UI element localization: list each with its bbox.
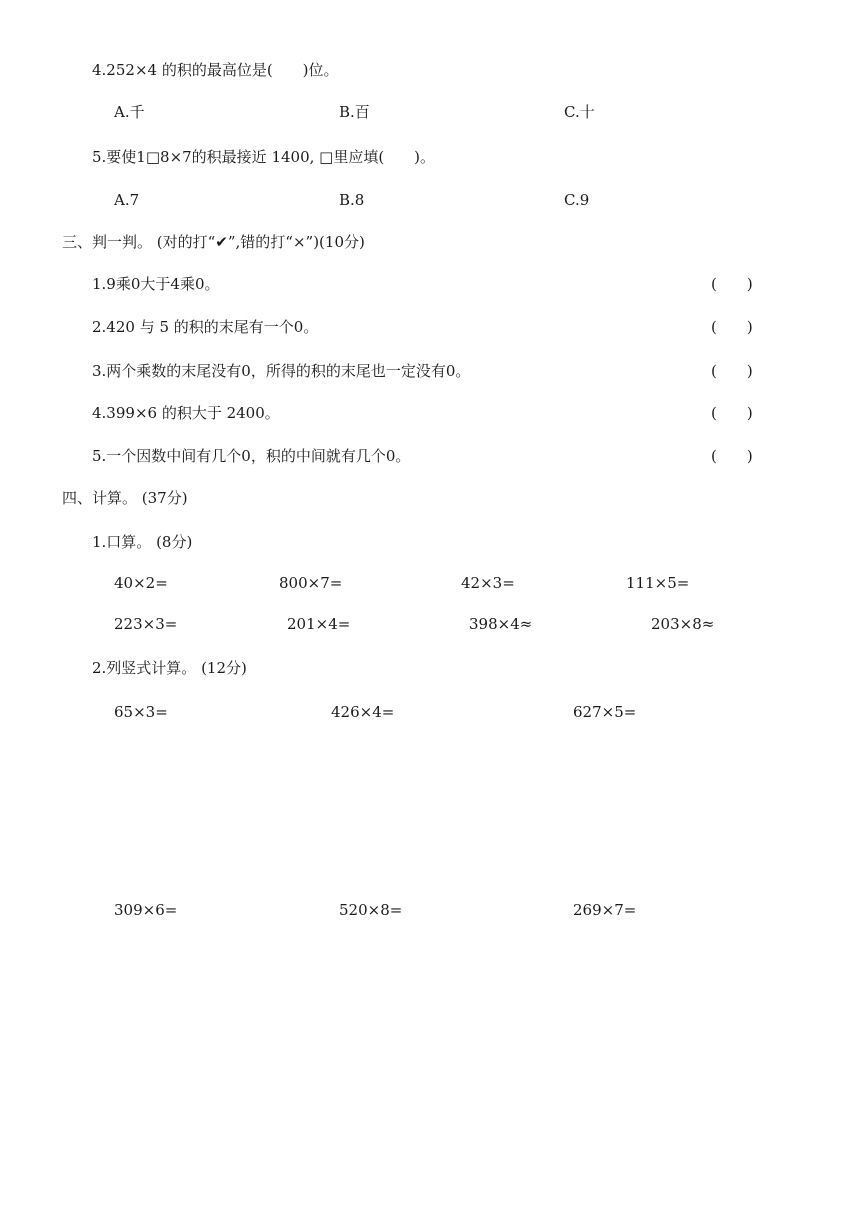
vertical-calc-title: 2.列竖式计算。 (12分) (92, 659, 247, 677)
question-4: 4.252×4 的积的最高位是( )位。 (92, 61, 339, 79)
vertical-calc-item: 309×6= (114, 901, 178, 919)
judge-bracket-3[interactable]: ( ) (711, 362, 753, 380)
oral-calc-item: 42×3= (461, 574, 515, 592)
q4-option-a: A.千 (114, 103, 145, 121)
vertical-calc-item: 520×8= (339, 901, 403, 919)
oral-calc-item: 800×7= (279, 574, 343, 592)
vertical-calc-item: 426×4= (331, 703, 395, 721)
judge-bracket-4[interactable]: ( ) (711, 404, 753, 422)
judge-bracket-5[interactable]: ( ) (711, 447, 753, 465)
oral-calc-item: 203×8≈ (651, 615, 715, 633)
q4-option-c: C.十 (564, 103, 595, 121)
judge-bracket-1[interactable]: ( ) (711, 275, 753, 293)
q4-option-b: B.百 (339, 103, 370, 121)
q5-option-c: C.9 (564, 191, 590, 209)
section4-heading: 四、计算。 (37分) (62, 489, 188, 507)
oral-calc-item: 111×5= (626, 574, 690, 592)
judge-item-2: 2.420 与 5 的积的末尾有一个0。 (92, 318, 319, 336)
judge-item-1: 1.9乘0大于4乘0。 (92, 275, 220, 293)
question-5: 5.要使1□8×7的积最接近 1400, □里应填( )。 (92, 148, 436, 166)
section3-heading: 三、判一判。 (对的打“✔”,错的打“×”)(10分) (62, 233, 365, 251)
judge-item-5: 5.一个因数中间有几个0，积的中间就有几个0。 (92, 447, 411, 465)
oral-calc-item: 201×4= (287, 615, 351, 633)
q5-option-a: A.7 (114, 191, 140, 209)
oral-calc-item: 223×3= (114, 615, 178, 633)
vertical-calc-item: 627×5= (573, 703, 637, 721)
judge-bracket-2[interactable]: ( ) (711, 318, 753, 336)
vertical-calc-item: 65×3= (114, 703, 168, 721)
oral-calc-item: 40×2= (114, 574, 168, 592)
judge-item-4: 4.399×6 的积大于 2400。 (92, 404, 280, 422)
vertical-calc-item: 269×7= (573, 901, 637, 919)
oral-calc-title: 1.口算。 (8分) (92, 533, 193, 551)
judge-item-3: 3.两个乘数的末尾没有0，所得的积的末尾也一定没有0。 (92, 362, 471, 380)
q5-option-b: B.8 (339, 191, 365, 209)
oral-calc-item: 398×4≈ (469, 615, 533, 633)
